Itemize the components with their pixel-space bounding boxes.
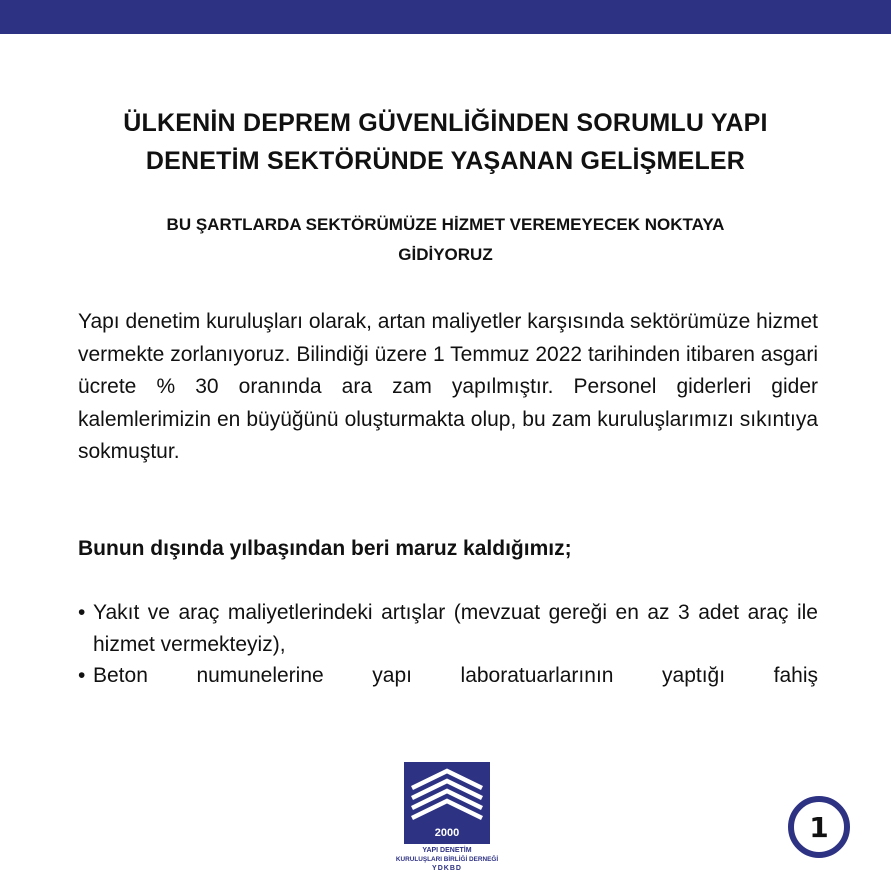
logo-abbreviation: YDKBD [432,865,462,872]
logo-text-line: KURULUŞLARI BİRLİĞİ DERNEĞİ [395,856,499,863]
title-line: ÜLKENİN DEPREM GÜVENLİĞİNDEN SORUMLU YAPI [123,109,768,137]
list-item [78,597,818,660]
list-item-text: Beton numunelerine yapı laboratuarlarının yaptığı fahiş [93,664,818,687]
list-item-text: Yakıt ve araç maliyetlerindeki artışlar (mevzuat gereği en az 3 adet araç ile hizmet vermekteyiz), [93,601,818,656]
page-subtitle [90,210,801,270]
bullet-symbol: • [78,601,86,624]
subtitle-line: GİDİYORUZ [398,245,493,264]
subtitle-line: BU ŞARTLARDA SEKTÖRÜMÜZE HİZMET VEREMEYECEK NOKTAYA [166,215,725,234]
body-paragraph: Yapı denetim kuruluşları olarak, artan maliyetler karşısında sektörümüze hizmet vermekte zorlanıyoruz. Bilindiği üzere 1 Temmuz 2022 tarihinden itibaren asgari ücrete % 30 oranında ara zam yapılmıştır. Personel giderleri gider kalemlerimizin en büyüğünü oluşturmakta olup, bu zam kuruluşlarımızı sıkıntıya sokmuştur. [78,310,818,463]
list-item [78,660,818,692]
bullet-symbol: • [78,664,86,687]
organization-logo [395,762,499,880]
page-title [40,104,851,180]
top-bar [0,0,891,34]
bullet-list [78,597,818,692]
lead-text: Bunun dışında yılbaşından beri maruz kaldığımız; [78,537,572,560]
page-number: 1 [809,810,829,844]
chevron-stack-logo-icon [404,762,490,844]
logo-text-line: YAPI DENETİM [422,847,472,854]
page-number-badge [788,796,850,858]
logo-year: 2000 [434,827,460,839]
title-line: DENETİM SEKTÖRÜNDE YAŞANAN GELİŞMELER [145,147,746,175]
